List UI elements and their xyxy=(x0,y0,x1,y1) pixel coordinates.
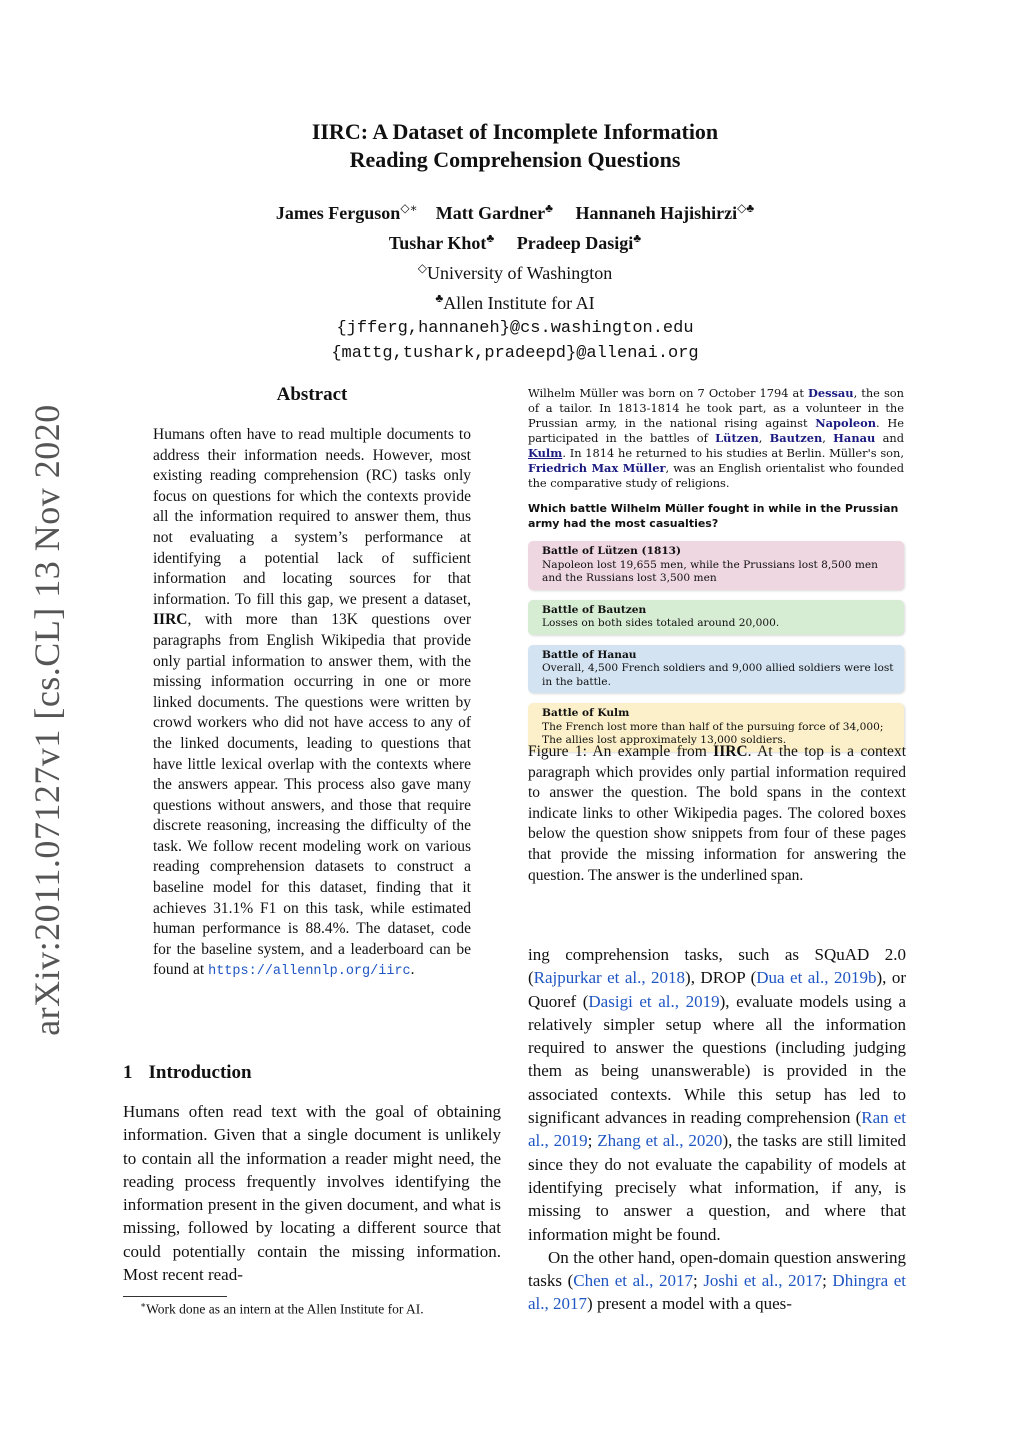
wiki-link[interactable]: Friedrich Max Müller xyxy=(528,461,666,475)
section-heading-introduction: 1 Introduction xyxy=(123,1062,252,1083)
citation-link[interactable]: Zhang et al., 2020 xyxy=(597,1131,723,1151)
snippet-text: Overall, 4,500 French soldiers and 9,000 allied soldiers were lost in the battle. xyxy=(542,662,894,688)
author-block xyxy=(160,196,870,366)
body-text: ) present a model with a ques- xyxy=(587,1294,792,1314)
body-text: ), the tasks are still limited since they do not evaluate the capability of models at identifying precisely what information, if any, is missing to answer a question, and where that information might be found. xyxy=(528,1131,906,1244)
citation-link[interactable]: Dhingra et al., 2017 xyxy=(528,1271,906,1314)
abstract-heading: Abstract xyxy=(276,384,348,405)
snippet-box-lutzen xyxy=(528,541,904,590)
snippet-title: Battle of Lützen (1813) xyxy=(542,545,682,557)
arxiv-id[interactable]: arXiv:2011.07127v1 [cs.CL] 13 Nov 2020 xyxy=(27,404,67,1036)
snippet-text: Losses on both sides totaled around 20,000. xyxy=(542,617,780,629)
body-text: ; xyxy=(692,1271,704,1291)
wiki-link[interactable]: Hanau xyxy=(833,431,876,445)
affiliation-mark: ♣ xyxy=(545,201,554,215)
title-line-1: IIRC: A Dataset of Incomplete Information xyxy=(311,119,719,144)
figure-context-paragraph: Wilhelm Müller was born on 7 October 1794 at Dessau, the son of a tailor. In 1813-1814 he took part, as a volunteer in the Prussian army, in the national rising against Napoleon. He participated in the battles of Lützen, Bautzen, Hanau and Kulm. In 1814 he returned to his studies at Berlin. Müller's son, Friedrich Max Müller, was an English orientalist who founded the comparative study of religions. xyxy=(528,386,905,490)
wiki-link[interactable]: Lützen xyxy=(715,431,759,445)
author-name: Hannaneh Hajishirzi xyxy=(575,203,738,223)
paper-title xyxy=(200,118,830,174)
snippet-text: The French lost more than half of the pursuing force of 34,000; The allies lost approximately 13,000 soldiers. xyxy=(542,720,884,746)
snippet-text: Napoleon lost 19,655 men, while the Prussians lost 8,500 men and the Russians lost 3,500 men xyxy=(542,558,879,584)
title-line-2: Reading Comprehension Questions xyxy=(349,147,681,172)
affiliation-mark: ◇♣ xyxy=(737,201,755,215)
paragraph xyxy=(528,943,906,1246)
affiliation-uw: ◇University of Washington xyxy=(417,261,613,283)
citation-link[interactable]: Dasigi et al., 2019 xyxy=(588,991,720,1011)
author-name: James Ferguson xyxy=(275,203,401,223)
citation-link[interactable]: Chen et al., 2017 xyxy=(573,1271,693,1291)
introduction-continued xyxy=(528,943,906,1316)
affiliation-mark: ♣ xyxy=(486,231,495,245)
body-text: ; xyxy=(822,1271,833,1291)
wiki-link[interactable]: Bautzen xyxy=(769,431,823,445)
snippet-title: Battle of Hanau xyxy=(542,648,637,661)
figure-caption: Figure 1: An example from IIRC. At the top is a context paragraph which provides only partial information required to answer the question. The bold spans in the context indicate links to other Wikipedia pages. The colored boxes below the question show snippets from four of these pages that provide the missing information for answering the question. The answer is the underlined span. xyxy=(528,743,906,884)
wiki-link-answer[interactable]: Kulm xyxy=(528,446,563,460)
author-line-2 xyxy=(160,226,870,256)
dataset-link[interactable]: https://allennlp.org/iirc xyxy=(208,964,411,980)
dataset-name: IIRC xyxy=(153,611,188,629)
author-name: Tushar Khot xyxy=(388,233,487,253)
wiki-link[interactable]: Napoleon xyxy=(815,416,877,430)
figure-question: Which battle Wilhelm Müller fought in while in the Prussian army had the most casualties? xyxy=(528,502,899,530)
body-text: ing comprehension tasks, such as SQuAD 2.0 ( xyxy=(528,945,906,988)
figure-1 xyxy=(528,386,904,752)
snippet-title: Battle of Bautzen xyxy=(542,603,647,616)
citation-link[interactable]: Joshi et al., 2017 xyxy=(703,1271,823,1291)
author-name: Matt Gardner xyxy=(435,203,546,223)
author-name: Pradeep Dasigi xyxy=(516,233,634,253)
snippet-box-bautzen xyxy=(528,600,904,635)
author-line-1 xyxy=(160,196,870,226)
citation-link[interactable]: Ran et al., 2019 xyxy=(528,1108,906,1151)
introduction-text: Humans often read text with the goal of obtaining information. Given that a single document is unlikely to contain all the information a reader might need, the reading process frequently involves identifying the information present in the given document, and what is missing, followed by locating a different source that could potentially contain the missing information. Most recent read- xyxy=(123,1102,501,1285)
email-ai2: {mattg,tushark,pradeepd}@allenai.org xyxy=(331,344,699,363)
affiliation-ai2: ♣Allen Institute for AI xyxy=(435,291,595,313)
arxiv-stamp xyxy=(12,370,82,1070)
citation-link[interactable]: Rajpurkar et al., 2018 xyxy=(533,968,686,988)
body-text: On the other hand, open-domain question answering tasks ( xyxy=(528,1247,906,1291)
paragraph xyxy=(528,1246,906,1316)
affiliation-mark: ◇∗ xyxy=(400,201,418,215)
email-uw: {jfferg,hannaneh}@cs.washington.edu xyxy=(336,319,694,338)
body-text: ), DROP ( xyxy=(685,968,757,988)
body-text: ), or Quoref ( xyxy=(528,968,906,1011)
body-text: ; xyxy=(587,1131,598,1151)
body-text: ), evaluate models using a relatively simpler setup where all the information required to answer the questions (including judging them as being unanswerable) is provided in the associated contexts. While this setup has led to significant advances in reading comprehension ( xyxy=(528,991,907,1128)
wiki-link[interactable]: Dessau xyxy=(807,386,854,400)
footnote: ∗Work done as an intern at the Allen Institute for AI. xyxy=(140,1300,424,1317)
footnote-rule xyxy=(123,1296,227,1297)
abstract-text: Humans often have to read multiple documents to address their information needs. However, most existing reading comprehension (RC) tasks only focus on questions for which the contexts provide all the information required to answer them, thus not evaluating a system’s performance at identifying a potential lack of sufficient information and locating sources for that information. To fill this gap, we present a dataset, IIRC, with more than 13K questions over paragraphs from English Wikipedia that provide only partial information to answer them, with the missing information occurring in one or more linked documents. The questions were written by crowd workers who did not have access to any of the linked documents, leading to questions that have little lexical overlap with the contexts where the answers appear. This process also gave many questions without answers, and those that require discrete reasoning, increasing the difficulty of the task. We follow recent modeling work on various reading comprehension datasets to construct a baseline model for this dataset, finding that it achieves 31.1% F1 on this task, while estimated human performance is 88.4%. The dataset, code for the baseline system, and a leaderboard can be found at https://allennlp.org/iirc. xyxy=(153,426,471,980)
affiliation-mark: ♣ xyxy=(633,231,642,245)
snippet-title: Battle of Kulm xyxy=(542,707,630,719)
snippet-box-hanau xyxy=(528,645,904,694)
citation-link[interactable]: Dua et al., 2019b xyxy=(756,968,877,988)
